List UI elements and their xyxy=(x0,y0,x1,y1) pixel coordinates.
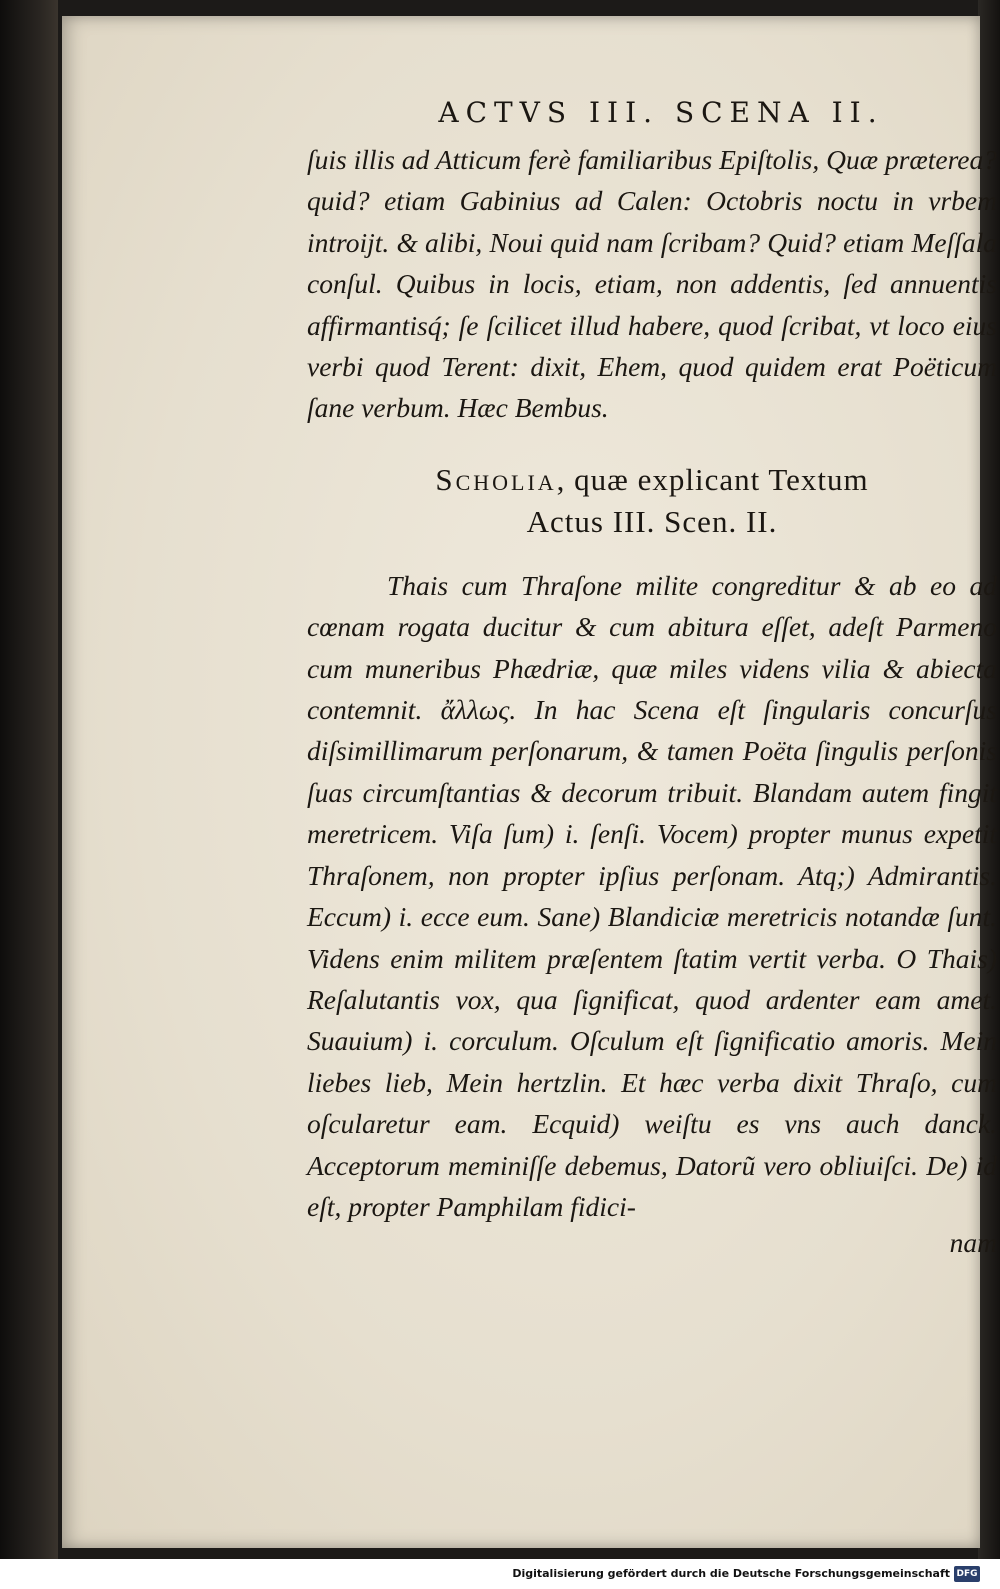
section-title-smallcaps: Scholia xyxy=(435,461,557,497)
book-page xyxy=(62,16,997,1548)
book-binding-edge xyxy=(0,0,58,1589)
section-title xyxy=(307,459,997,543)
catchword: nam xyxy=(949,1227,997,1259)
section-title-line2: Actus III. Scen. II. xyxy=(526,503,778,539)
continuation-paragraph: ſuis illis ad Atticum ferè familiaribus Epiſtolis, Quæ præterea? quid? etiam Gabinius ad Calen: Octobris noctu in vrbem introijt. & alibi, Noui quid nam ſcribam? Quid? etiam Meſſala conſul. Quibus in locis, etiam, non addentis, ſed annuentis affirmantisq́; ſe ſcilicet illud habere, quod ſcribat, vt loco eius verbi quod Terent: dixit, Ehem, quod quidem erat Poëticum ſane verbum. Hæc Bembus. xyxy=(307,144,997,424)
dfg-logo-icon: DFG xyxy=(954,1566,980,1582)
funding-notice: Digitalisierung gefördert durch die Deutsche Forschungsgemeinschaft xyxy=(512,1567,950,1580)
section-title-rest: , quæ explicant Textum xyxy=(556,461,869,497)
page-text-block xyxy=(307,96,997,1259)
scholia-paragraph: Thais cum Thraſone milite congreditur & ab eo ad cœnam rogata ducitur & cum abitura eſſet, adeſt Parmeno cum muneribus Phædriæ, quæ miles videns vilia & abiecta contemnit. ἄλλως. In hac Scena eſt ſingularis concurſus diſsimillimarum perſonarum, & tamen Poëta ſingulis perſonis ſuas circumſtantias & decorum tribuit. Blandam autem fingit meretricem. Viſa ſum) i. ſenſi. Vocem) propter munus expetit Thraſonem, non propter ipſius perſonam. Atq;) Admirantis. Eccum) i. ecce eum. Sane) Blandiciæ meretricis notandæ ſunt. Videns enim militem præſentem ſtatim vertit verba. O Thais) Reſalutantis vox, qua ſignificat, quod ardenter eam amet. Suauium) i. corculum. Oſculum eſt ſignificatio amoris. Mein liebes lieb, Mein hertzlin. Et hæc verba dixit Thraſo, cum oſcularetur eam. Ecquid) weiſtu es vns auch danck. Acceptorum meminiſſe debemus, Datorũ vero obliuiſci. De) id eſt, propter Pamphilam fidici- xyxy=(307,569,997,1222)
footer-bar xyxy=(0,1559,1000,1589)
running-head: ACTVS III. SCENA II. xyxy=(438,96,884,129)
scholia-section xyxy=(307,565,997,1228)
